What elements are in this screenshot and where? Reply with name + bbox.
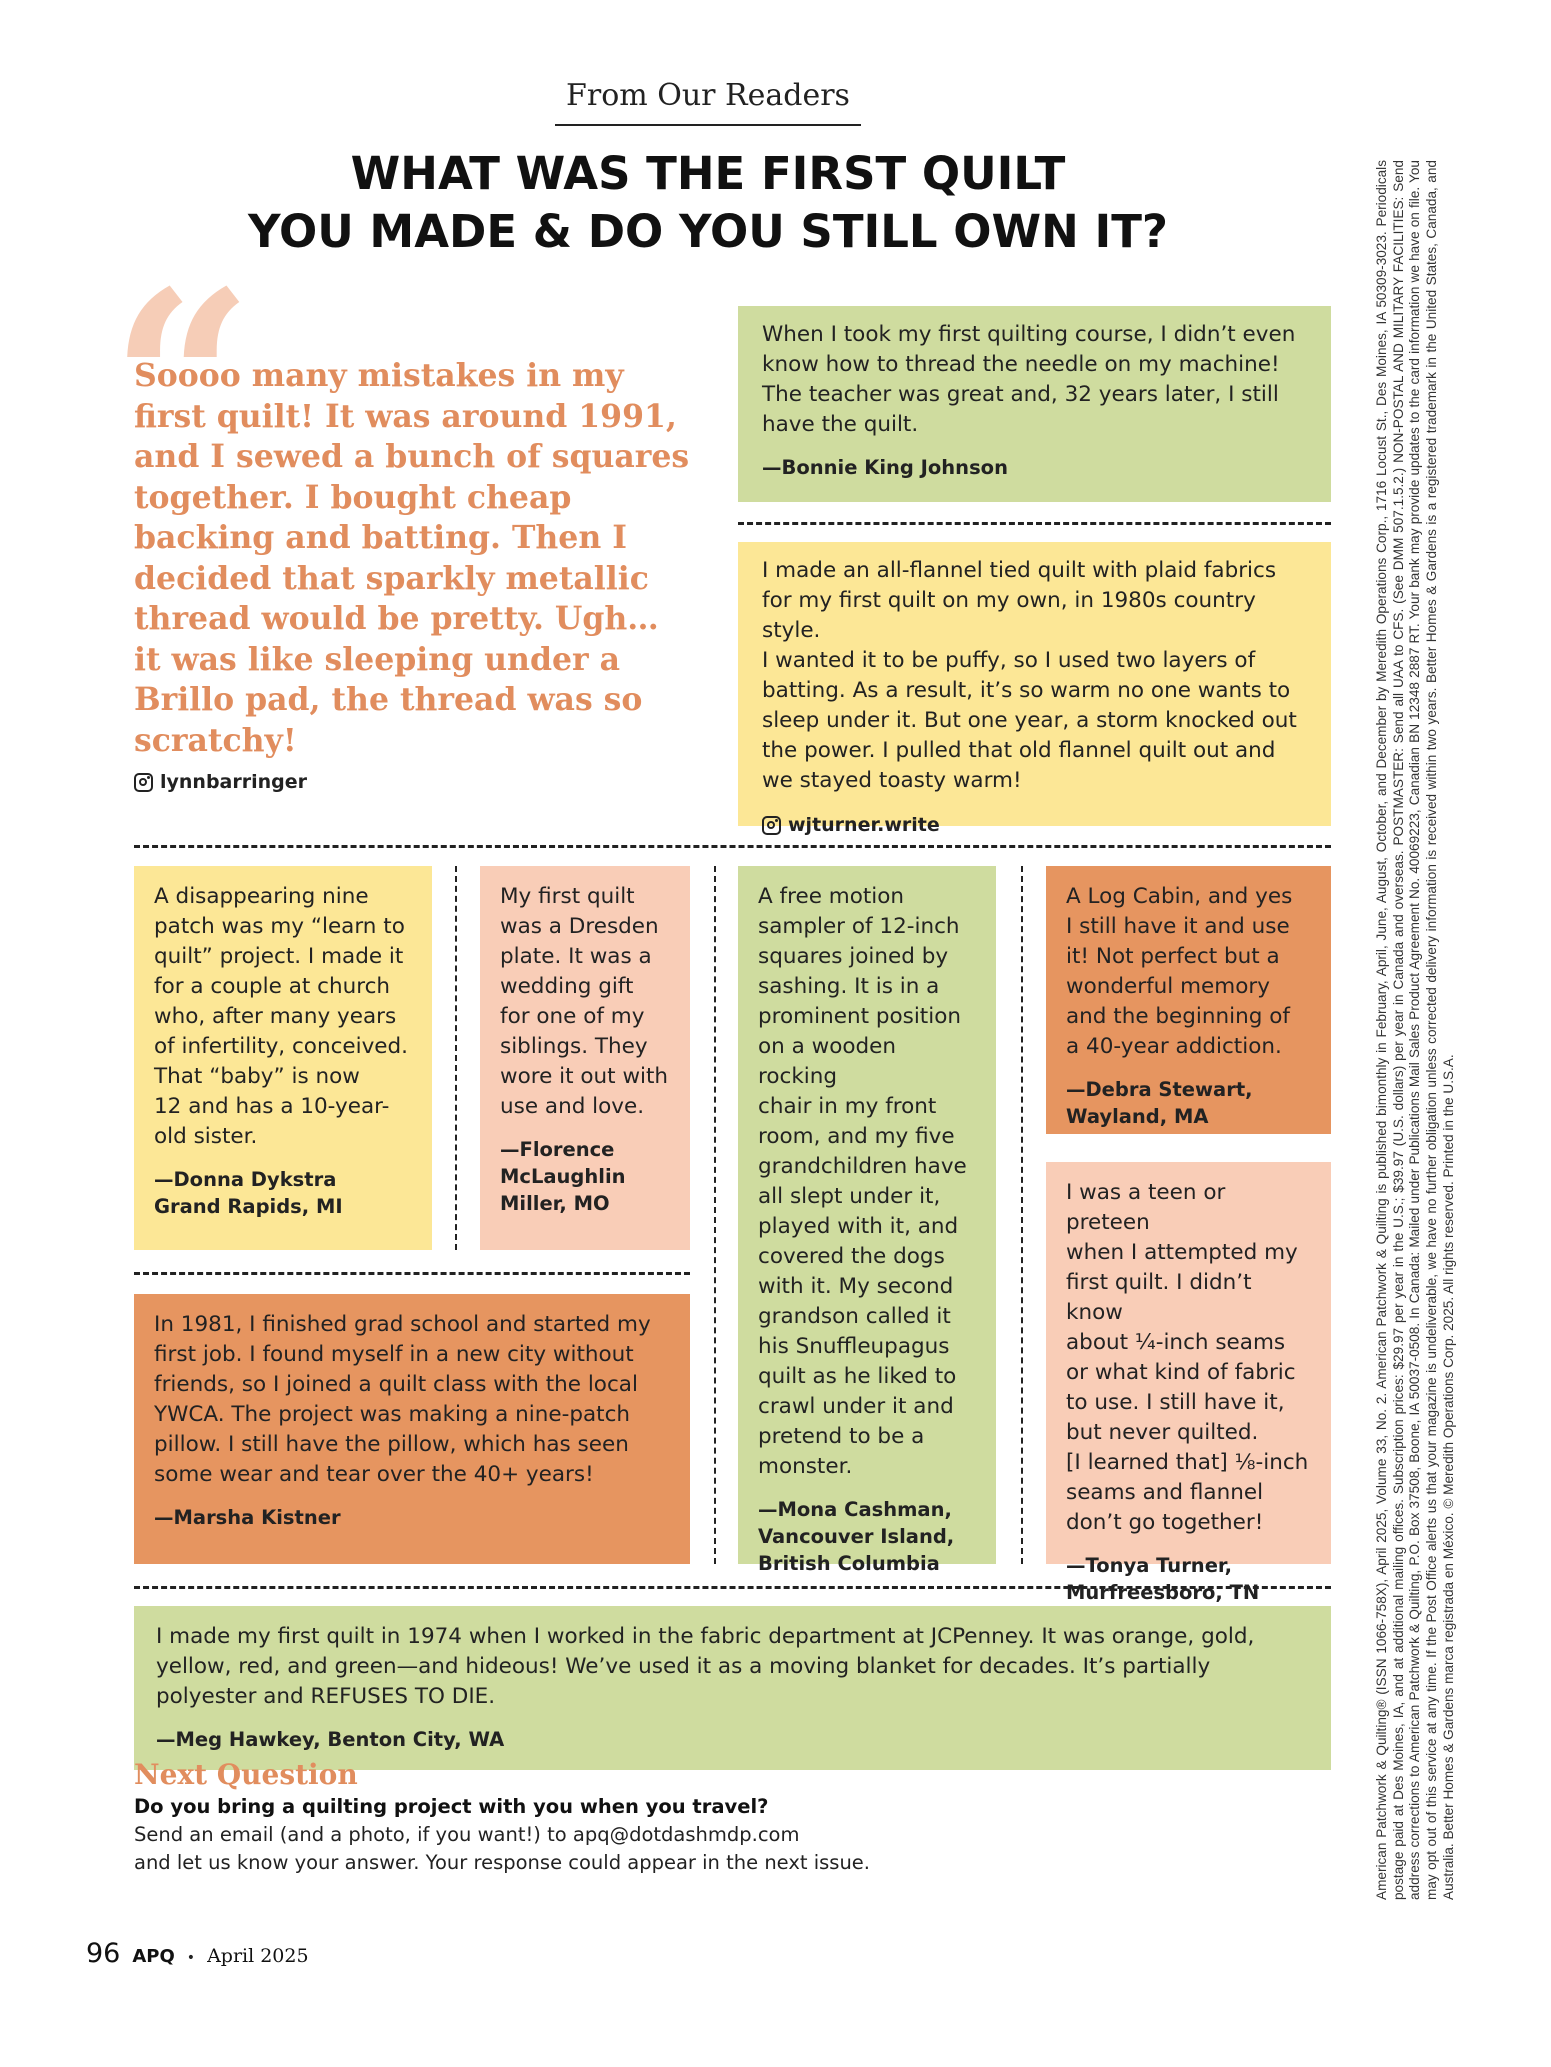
instagram-handle: [762, 810, 1307, 840]
next-question-instructions: and let us know your answer. Your response could appear in the next issue.: [134, 1851, 871, 1874]
response-card: [738, 306, 1331, 502]
instagram-handle: [134, 771, 307, 793]
response-text: I was a teen or preteen when I attempted my first quilt. I didn’t know about ¼-inch seams or what kind of fabric to use. I still have it, but never quilted. [I learned that] ⅛-inch seams and flannel don’t go together!: [1066, 1180, 1309, 1535]
response-author: —Florence McLaughlin Miller, MO: [500, 1138, 626, 1215]
response-author: —Donna Dykstra Grand Rapids, MI: [154, 1168, 343, 1218]
instagram-icon: [134, 773, 153, 792]
response-text: I made my first quilt in 1974 when I worked in the fabric department at JCPenney. It was orange, gold, yellow, red, and green—and hideous! We’ve used it as a moving blanket for decades. It’s partially polyester and REFUSES TO DIE.: [156, 1624, 1255, 1709]
dashed-divider: [455, 866, 457, 1250]
dashed-divider: [738, 522, 1331, 525]
response-text: A Log Cabin, and yes I still have it and use it! Not perfect but a wonderful memory and the beginning of a 40-year addiction.: [1066, 884, 1293, 1059]
next-question-instructions: Send an email (and a photo, if you want!) to apq@dotdashmdp.com: [134, 1823, 800, 1846]
response-text: A free motion sampler of 12-inch squares joined by sashing. It is in a prominent position on a wooden rocking chair in my front room, and my five grandchildren have all slept under it, played with it, and covered the dogs with it. My second grandson called it his Snuffleupagus quilt as he liked to crawl under it and pretend to be a monster.: [758, 884, 967, 1479]
response-text: I made an all-flannel tied quilt with plaid fabrics for my first quilt on my own, in 1980s country style. I wanted it to be puffy, so I used two layers of batting. As a result, it’s so warm no one wants to sleep under it. But one year, a storm knocked out the power. I pulled that old flannel quilt out and we stayed toasty warm!: [762, 558, 1297, 793]
dashed-divider: [714, 866, 716, 1564]
next-question-title: Next Question: [134, 1758, 358, 1791]
page-footer: [86, 1938, 309, 1969]
response-card: [1046, 1162, 1331, 1604]
response-author: —Bonnie King Johnson: [762, 456, 1008, 479]
instagram-icon: [762, 816, 781, 835]
response-card: [1046, 866, 1331, 1134]
response-author: —Debra Stewart, Wayland, MA: [1066, 1078, 1253, 1128]
publication-legal-notice: American Patchwork & Quilting® (ISSN 1066-758X), April 2025, Volume 33, No. 2. American Patchwork & Quilting is published bimonthly in February, April, June, August, October, and December by Meredith Operations Corp., 1716 Locust St., Des Moines, IA 50309-3023. Periodicals postage paid at Des Moines, IA, and at additional mailing offices. Subscription prices: $29.97 per year in the U.S.; $39.97 (U.S. dollars) per year in Canada and overseas. POSTMASTER: Send all UAA to CFS. (See DMM 507.1.5.2.) NON-POSTAL AND MILITARY FACILITIES: Send address corrections to American Patchwork & Quilting, P.O. Box 37508, Boone, IA 50037-0508. In Canada: Mailed under Publications Mail Sales Product Agreement No. 40069223, Canadian BN 12348 2887 RT. Your bank may provide updates to the card information we have on file. You may opt out of this service at any time. If the Post Office alerts us that your magazine is undeliverable, we have no further obligation unless corrected delivery information is received within two years. Better Homes & Gardens is a registered trademark in the United States, Canada, and Australia. Better Homes & Gardens marca registrada en México. © Meredith Operations Corp. 2025. All rights reserved. Printed in the U.S.A.: [1374, 160, 1456, 1900]
response-text: In 1981, I finished grad school and started my first job. I found myself in a new city without friends, so I joined a quilt class with the local YWCA. The project was making a nine-patch pillow. I still have the pillow, which has seen some wear and tear over the 40+ years!: [154, 1312, 651, 1487]
issue-date: April 2025: [207, 1945, 309, 1967]
response-card: [134, 1294, 690, 1564]
response-card: [134, 866, 432, 1250]
response-author: —Mona Cashman, Vancouver Island, British Columbia: [758, 1498, 955, 1575]
dashed-divider: [134, 1586, 1331, 1589]
next-question-text: Do you bring a quilting project with you when you travel?: [134, 1795, 769, 1818]
section-underline: [555, 124, 861, 126]
handle-text: wjturner.write: [788, 814, 940, 836]
dashed-divider: [134, 1272, 690, 1275]
headline-line-1: WHAT WAS THE FIRST QUILT: [350, 147, 1066, 200]
response-author: —Tonya Turner, Murfreesboro, TN: [1066, 1554, 1260, 1604]
response-text: When I took my first quilting course, I didn’t even know how to thread the needle on my machine! The teacher was great and, 32 years later, I still have the quilt.: [762, 322, 1296, 437]
page-number: 96: [86, 1938, 121, 1969]
response-card: [134, 1606, 1331, 1770]
response-card: [738, 866, 996, 1575]
footer-separator: •: [186, 1950, 196, 1966]
pull-quote: Soooo many mistakes in my first quilt! It was around 1991, and I sewed a bunch of squares together. I bought cheap backing and batting. Then I decided that sparkly metallic thread would be pretty. Ugh… it was like sleeping under a Brillo pad, the thread was so scratchy!: [134, 357, 690, 759]
dashed-divider: [134, 845, 1331, 848]
response-author: —Meg Hawkey, Benton City, WA: [156, 1728, 505, 1751]
publication-name: APQ: [132, 1946, 175, 1967]
response-text: My first quilt was a Dresden plate. It was a wedding gift for one of my siblings. They wore it out with use and love.: [500, 884, 669, 1119]
quote-mark-icon: “: [110, 236, 254, 530]
response-card: [480, 866, 690, 1250]
response-author: —Marsha Kistner: [154, 1506, 341, 1529]
handle-text: lynnbarringer: [160, 771, 308, 793]
response-card: [738, 542, 1331, 836]
response-text: A disappearing nine patch was my “learn to quilt” project. I made it for a couple at church who, after many years of infertility, conceived. That “baby” is now 12 and has a 10-year- old sister.: [154, 884, 409, 1149]
headline-line-2: YOU MADE & DO YOU STILL OWN IT?: [247, 205, 1169, 258]
dashed-divider: [1021, 866, 1023, 1564]
section-label: From Our Readers: [566, 78, 850, 113]
